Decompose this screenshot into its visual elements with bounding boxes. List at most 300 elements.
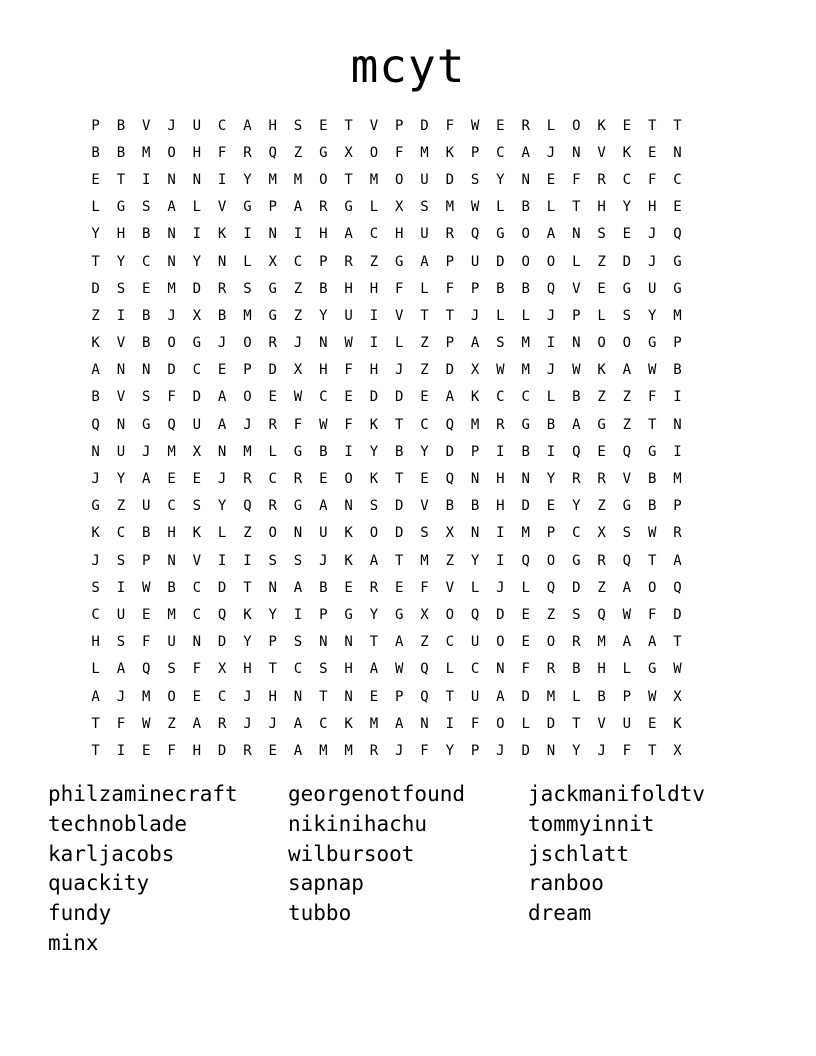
grid-letter: Z — [597, 253, 606, 270]
grid-letter: A — [496, 688, 505, 705]
grid-letter: L — [521, 579, 530, 596]
grid-letter: N — [116, 416, 126, 433]
grid-letter: O — [546, 253, 556, 270]
grid-letter: Z — [369, 253, 379, 270]
grid-letter: N — [217, 253, 227, 270]
grid-letter: A — [470, 335, 480, 352]
grid-letter: C — [167, 498, 176, 515]
grid-letter: Q — [622, 552, 632, 569]
grid-letter: I — [445, 715, 455, 732]
grid-letter: O — [572, 117, 581, 134]
grid-letter: D — [192, 389, 202, 406]
grid-letter: U — [192, 416, 202, 433]
grid-letter: H — [344, 661, 353, 678]
grid-letter: S — [192, 498, 202, 515]
grid-letter: L — [546, 389, 556, 406]
grid-letter: Q — [243, 498, 252, 515]
grid-letter: U — [647, 280, 657, 297]
grid-letter: E — [369, 688, 379, 705]
grid-letter: T — [394, 416, 404, 433]
grid-letter: T — [420, 307, 429, 324]
grid-letter: F — [647, 389, 657, 406]
grid-letter: J — [91, 552, 100, 569]
grid-letter: A — [369, 661, 379, 678]
grid-letter: F — [116, 715, 126, 732]
grid-letter: Q — [521, 552, 530, 569]
grid-letter: S — [369, 498, 379, 515]
grid-letter: L — [217, 525, 227, 542]
grid-letter: A — [394, 715, 404, 732]
grid-letter: J — [217, 335, 227, 352]
grid-letter: N — [293, 525, 303, 542]
grid-letter: R — [546, 661, 556, 678]
grid-letter: O — [521, 226, 530, 243]
word-list-item: dream — [528, 901, 592, 926]
grid-letter: B — [597, 688, 606, 705]
grid-letter: F — [521, 661, 530, 678]
grid-letter: W — [647, 688, 657, 705]
grid-letter: B — [116, 117, 126, 134]
grid-letter: H — [91, 634, 100, 651]
grid-letter: T — [394, 552, 404, 569]
grid-letter: D — [217, 579, 227, 596]
grid-letter: D — [546, 715, 556, 732]
grid-letter: Q — [142, 661, 151, 678]
grid-letter: G — [394, 606, 404, 623]
grid-letter: P — [394, 117, 404, 134]
grid-letter: O — [369, 144, 379, 161]
grid-letter: V — [116, 335, 126, 352]
grid-letter: S — [167, 661, 176, 678]
grid-letter: T — [243, 579, 252, 596]
grid-letter: N — [217, 443, 227, 460]
grid-letter: O — [319, 171, 328, 188]
grid-letter: J — [217, 471, 227, 488]
grid-letter: D — [217, 634, 227, 651]
grid-letter: Q — [445, 416, 455, 433]
grid-letter: F — [293, 416, 303, 433]
grid-letter: Y — [192, 253, 202, 270]
grid-letter: R — [673, 525, 682, 542]
grid-letter: F — [394, 144, 404, 161]
grid-letter: V — [597, 144, 606, 161]
grid-row — [83, 139, 690, 166]
grid-row — [83, 357, 690, 384]
grid-letter: U — [622, 715, 632, 732]
grid-letter: E — [167, 471, 176, 488]
grid-letter: X — [344, 144, 353, 161]
grid-letter: J — [167, 307, 176, 324]
grid-letter: I — [673, 389, 682, 406]
grid-letter: B — [647, 498, 657, 515]
grid-letter: W — [622, 606, 632, 623]
grid-letter: F — [167, 389, 176, 406]
grid-letter: P — [142, 552, 151, 569]
grid-letter: N — [91, 443, 100, 460]
grid-letter: B — [319, 280, 328, 297]
grid-letter: A — [293, 579, 303, 596]
grid-letter: U — [116, 443, 126, 460]
grid-letter: Y — [116, 471, 126, 488]
grid-letter: M — [673, 471, 682, 488]
grid-letter: L — [496, 199, 505, 216]
grid-letter: S — [319, 661, 328, 678]
grid-letter: Y — [445, 742, 455, 759]
grid-letter: D — [394, 498, 404, 515]
grid-letter: C — [268, 471, 277, 488]
grid-letter: Y — [243, 634, 252, 651]
word-list-item: jackmanifoldtv — [528, 782, 706, 806]
grid-letter: L — [622, 661, 632, 678]
grid-letter: O — [243, 335, 252, 352]
grid-letter: M — [243, 443, 252, 460]
grid-letter: G — [647, 335, 657, 352]
grid-letter: D — [521, 688, 530, 705]
grid-letter: I — [243, 226, 252, 243]
grid-letter: L — [91, 661, 100, 678]
grid-letter: N — [521, 171, 530, 188]
grid-letter: O — [167, 688, 176, 705]
grid-letter: K — [597, 362, 606, 379]
grid-letter: J — [470, 307, 480, 324]
grid-letter: Q — [217, 606, 227, 623]
grid-letter: F — [217, 144, 227, 161]
grid-letter: E — [597, 280, 606, 297]
grid-letter: T — [673, 117, 682, 134]
grid-letter: X — [217, 661, 227, 678]
grid-letter: X — [192, 443, 202, 460]
grid-row — [83, 438, 690, 465]
grid-letter: Z — [445, 552, 455, 569]
grid-letter: Y — [243, 171, 252, 188]
grid-letter: N — [192, 634, 202, 651]
grid-letter: O — [496, 715, 505, 732]
grid-letter: X — [445, 525, 455, 542]
grid-letter: M — [521, 362, 530, 379]
word-list-item: fundy — [48, 901, 112, 926]
grid-letter: J — [91, 471, 100, 488]
grid-letter: C — [445, 634, 455, 651]
grid-letter: I — [116, 579, 126, 596]
grid-letter: K — [597, 117, 606, 134]
word-list-item: quackity — [48, 871, 150, 896]
grid-letter: B — [319, 443, 328, 460]
grid-letter: F — [647, 171, 657, 188]
grid-letter: Y — [647, 307, 657, 324]
grid-letter: B — [116, 144, 126, 161]
grid-letter: T — [116, 171, 126, 188]
grid-letter: K — [673, 715, 682, 732]
grid-letter: X — [420, 606, 429, 623]
grid-letter: T — [344, 117, 353, 134]
grid-letter: B — [445, 498, 455, 515]
grid-letter: P — [470, 742, 480, 759]
grid-letter: R — [268, 498, 277, 515]
grid-letter: P — [470, 280, 480, 297]
grid-letter: E — [420, 471, 429, 488]
grid-letter: F — [420, 742, 429, 759]
grid-letter: E — [673, 199, 682, 216]
grid-letter: C — [470, 661, 480, 678]
grid-letter: N — [470, 471, 480, 488]
grid-letter: X — [673, 742, 682, 759]
word-list-item: tommyinnit — [528, 811, 655, 836]
grid-letter: H — [394, 226, 404, 243]
grid-letter: L — [394, 335, 404, 352]
grid-letter: E — [647, 715, 657, 732]
grid-letter: A — [546, 226, 556, 243]
grid-letter: B — [319, 579, 328, 596]
grid-letter: U — [192, 117, 202, 134]
grid-letter: I — [496, 525, 505, 542]
grid-letter: M — [521, 335, 530, 352]
grid-letter: D — [521, 498, 530, 515]
grid-letter: W — [142, 579, 151, 596]
grid-letter: W — [142, 715, 151, 732]
grid-letter: M — [546, 688, 556, 705]
grid-letter: E — [344, 389, 353, 406]
grid-letter: I — [116, 307, 126, 324]
grid-letter: O — [369, 525, 379, 542]
grid-letter: E — [496, 117, 505, 134]
grid-letter: W — [572, 362, 581, 379]
grid-letter: R — [268, 416, 277, 433]
grid-letter: E — [192, 471, 202, 488]
grid-letter: Q — [673, 579, 682, 596]
grid-letter: D — [496, 606, 505, 623]
grid-letter: P — [622, 688, 632, 705]
grid-row — [83, 710, 690, 737]
grid-letter: T — [647, 416, 657, 433]
grid-letter: P — [673, 335, 682, 352]
grid-letter: G — [268, 280, 277, 297]
grid-letter: V — [192, 552, 202, 569]
grid-letter: D — [394, 525, 404, 542]
grid-letter: Y — [217, 498, 227, 515]
grid-letter: K — [344, 715, 353, 732]
grid-letter: W — [470, 199, 480, 216]
grid-row — [83, 601, 690, 628]
grid-row — [83, 574, 690, 601]
grid-letter: V — [369, 117, 379, 134]
grid-letter: J — [293, 335, 303, 352]
grid-row — [83, 465, 690, 492]
grid-letter: I — [496, 552, 505, 569]
word-list-item: wilbursoot — [288, 841, 415, 866]
grid-letter: H — [192, 144, 202, 161]
grid-letter: T — [268, 661, 277, 678]
grid-letter: K — [369, 471, 379, 488]
grid-letter: N — [521, 471, 530, 488]
grid-letter: F — [470, 715, 480, 732]
grid-letter: S — [116, 280, 126, 297]
grid-letter: U — [420, 226, 429, 243]
grid-letter: I — [546, 335, 556, 352]
grid-row — [83, 221, 690, 248]
grid-letter: R — [445, 226, 455, 243]
grid-letter: A — [445, 389, 455, 406]
grid-letter: G — [91, 498, 100, 515]
grid-letter: Q — [546, 280, 556, 297]
grid-letter: S — [142, 199, 151, 216]
grid-letter: T — [91, 253, 100, 270]
grid-letter: I — [192, 226, 202, 243]
grid-letter: V — [116, 389, 126, 406]
grid-letter: B — [647, 471, 657, 488]
grid-letter: R — [572, 634, 581, 651]
grid-letter: B — [167, 579, 176, 596]
grid-letter: E — [420, 389, 429, 406]
grid-letter: X — [394, 199, 404, 216]
grid-letter: H — [192, 742, 202, 759]
grid-letter: E — [319, 471, 328, 488]
grid-letter: S — [116, 552, 126, 569]
grid-letter: O — [622, 335, 632, 352]
grid-letter: C — [673, 171, 682, 188]
grid-letter: Z — [91, 307, 100, 324]
grid-letter: S — [293, 117, 303, 134]
grid-letter: B — [91, 389, 100, 406]
grid-letter: I — [496, 443, 505, 460]
grid-letter: L — [91, 199, 100, 216]
grid-letter: A — [572, 416, 581, 433]
grid-letter: F — [420, 579, 429, 596]
grid-letter: F — [622, 742, 632, 759]
grid-letter: D — [673, 606, 682, 623]
grid-letter: K — [243, 606, 252, 623]
grid-letter: O — [167, 144, 176, 161]
grid-letter: E — [91, 171, 100, 188]
grid-letter: N — [344, 498, 353, 515]
grid-letter: P — [673, 498, 682, 515]
word-list-item: sapnap — [288, 871, 364, 896]
grid-letter: G — [268, 307, 277, 324]
grid-letter: T — [369, 634, 379, 651]
grid-row — [83, 629, 690, 656]
grid-letter: E — [268, 742, 277, 759]
grid-letter: W — [647, 525, 657, 542]
grid-letter: S — [91, 579, 100, 596]
grid-letter: M — [142, 688, 151, 705]
grid-letter: B — [546, 416, 556, 433]
grid-letter: Q — [622, 443, 632, 460]
grid-letter: F — [167, 742, 176, 759]
grid-letter: M — [420, 144, 429, 161]
grid-letter: N — [142, 362, 151, 379]
grid-letter: C — [496, 144, 505, 161]
grid-letter: K — [344, 552, 353, 569]
grid-letter: N — [673, 416, 682, 433]
grid-letter: W — [496, 362, 505, 379]
grid-letter: E — [319, 117, 328, 134]
grid-letter: Y — [369, 606, 379, 623]
grid-letter: R — [344, 253, 353, 270]
grid-letter: E — [622, 226, 632, 243]
grid-letter: N — [420, 715, 429, 732]
grid-letter: B — [142, 307, 151, 324]
grid-letter: D — [445, 443, 455, 460]
grid-letter: O — [167, 335, 176, 352]
grid-letter: N — [167, 226, 176, 243]
grid-letter: H — [268, 688, 277, 705]
grid-letter: Z — [546, 606, 556, 623]
grid-letter: A — [293, 715, 303, 732]
grid-letter: R — [293, 471, 303, 488]
grid-letter: U — [319, 525, 328, 542]
grid-letter: A — [243, 117, 252, 134]
grid-letter: N — [268, 579, 277, 596]
grid-letter: U — [344, 307, 353, 324]
grid-letter: M — [470, 416, 480, 433]
grid-letter: M — [142, 144, 151, 161]
grid-letter: J — [394, 362, 404, 379]
grid-letter: E — [394, 579, 404, 596]
grid-letter: I — [369, 307, 379, 324]
grid-letter: Q — [470, 226, 480, 243]
grid-letter: E — [192, 688, 202, 705]
grid-letter: H — [319, 362, 328, 379]
grid-letter: S — [116, 634, 126, 651]
grid-letter: S — [622, 307, 632, 324]
grid-letter: W — [344, 335, 353, 352]
grid-letter: W — [470, 117, 480, 134]
grid-letter: G — [293, 498, 303, 515]
grid-letter: P — [319, 606, 328, 623]
grid-letter: Y — [268, 606, 277, 623]
word-list-item: minx — [48, 930, 99, 955]
grid-letter: H — [369, 362, 379, 379]
grid-letter: R — [597, 471, 606, 488]
word-list-item: tubbo — [288, 901, 352, 926]
grid-letter: G — [344, 199, 353, 216]
grid-letter: N — [344, 634, 353, 651]
grid-letter: N — [192, 171, 202, 188]
grid-letter: D — [394, 389, 404, 406]
grid-letter: L — [521, 715, 530, 732]
grid-letter: S — [622, 525, 632, 542]
grid-letter: L — [546, 199, 556, 216]
grid-letter: Z — [420, 362, 429, 379]
grid-letter: D — [445, 171, 455, 188]
grid-letter: M — [167, 280, 176, 297]
grid-letter: R — [521, 117, 530, 134]
grid-letter: Q — [167, 416, 176, 433]
grid-letter: N — [496, 661, 505, 678]
grid-row — [83, 520, 690, 547]
grid-letter: R — [243, 742, 252, 759]
grid-row — [83, 302, 690, 329]
grid-letter: F — [445, 117, 455, 134]
grid-letter: K — [445, 144, 455, 161]
grid-letter: Y — [91, 226, 100, 243]
grid-letter: V — [142, 117, 151, 134]
grid-letter: A — [293, 199, 303, 216]
grid-letter: U — [470, 688, 480, 705]
grid-letter: N — [572, 144, 581, 161]
grid-letter: S — [293, 634, 303, 651]
grid-letter: G — [647, 443, 657, 460]
grid-letter: B — [521, 199, 530, 216]
grid-letter: A — [217, 416, 227, 433]
grid-letter: R — [369, 579, 379, 596]
grid-letter: W — [647, 362, 657, 379]
grid-letter: L — [192, 199, 202, 216]
grid-letter: A — [142, 471, 151, 488]
grid-letter: N — [116, 362, 126, 379]
grid-letter: X — [192, 307, 202, 324]
grid-letter: K — [470, 389, 480, 406]
grid-letter: P — [572, 307, 581, 324]
